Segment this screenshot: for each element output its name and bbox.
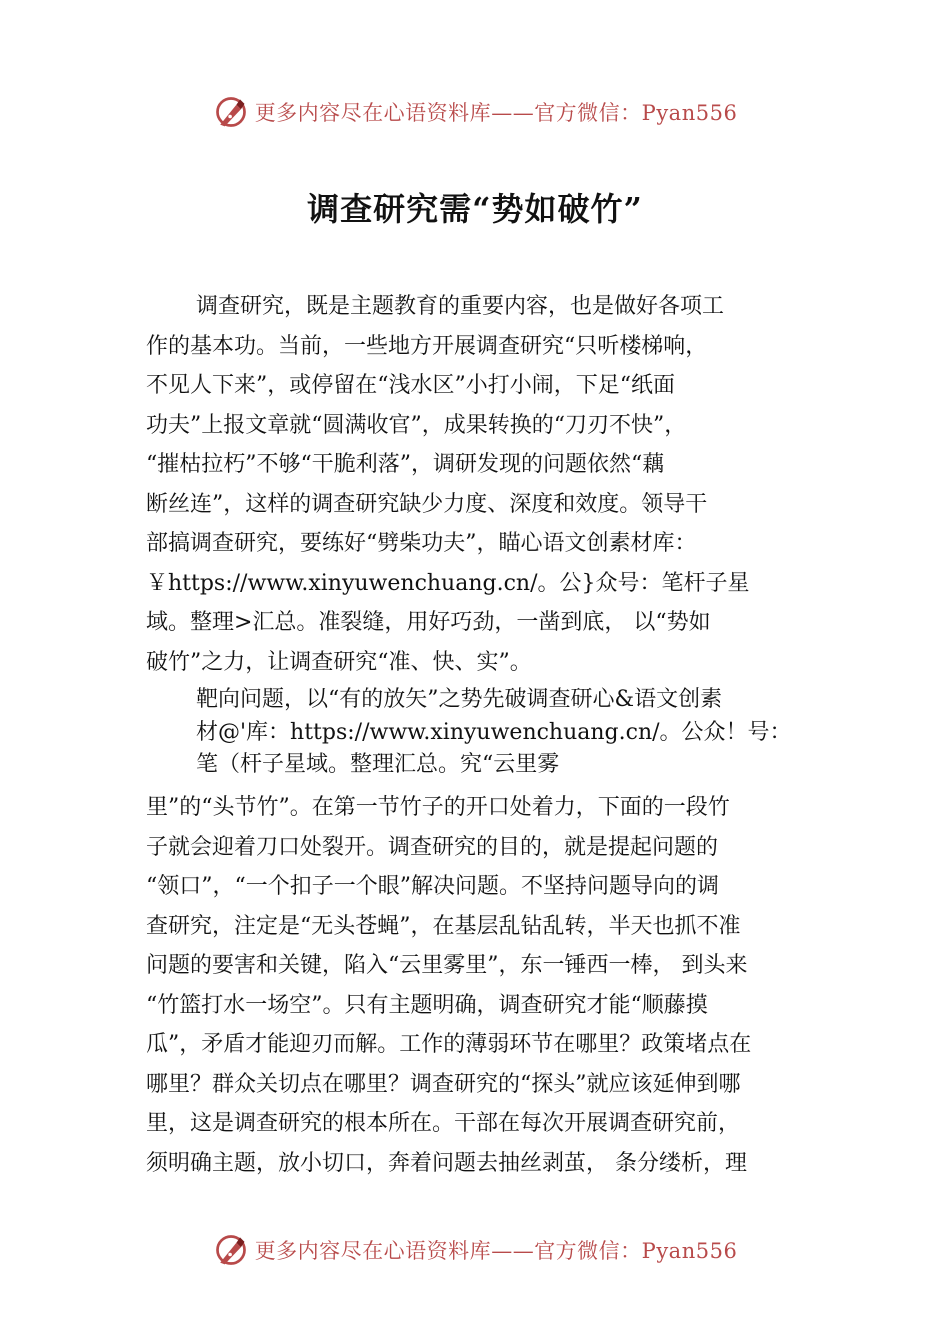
text-line: 问题的要害和关键，陷入“云里雾里”，东一锤西一棒， 到头来 [146, 953, 748, 978]
text-line: 断丝连”，这样的调查研究缺少力度、深度和效度。领导干 [146, 491, 708, 517]
text-line: “摧枯拉朽”不够“干脆利落”，调研发现的问题依然“藕 [146, 452, 665, 477]
pen-nib-logo-icon [213, 94, 249, 130]
text-line: 调查研究，既是主题教育的重要内容，也是做好各项工 [196, 294, 725, 319]
text-line: 材@'库：https://www.xinyuwenchuang.cn/。公众！号： [196, 719, 792, 745]
text-line: “竹篮打水一场空”。只有主题明确，调查研究才能“顺藤摸 [146, 992, 708, 1018]
text-line: 查研究，注定是“无头苍蝇”，在基层乱钻乱转，半天也抓不准 [146, 913, 741, 939]
paragraph-1 [146, 287, 826, 682]
text-line: 不见人下来”，或停留在“浅水区”小打小闹，下足“纸面 [146, 373, 675, 398]
text-line: 笔（杆子星域。整理汇总。究“云里雾 [196, 752, 560, 777]
text-line: 域。整理>汇总。准裂缝，用好巧劲，一凿到底， 以“势如 [146, 610, 711, 635]
text-line: 须明确主题，放小切口，奔着问题去抽丝剥茧， 条分缕析，理 [146, 1150, 747, 1176]
text-line: 功夫”上报文章就“圆满收官”，成果转换的“刀刃不快”， [146, 412, 687, 438]
text-line: 瓜”，矛盾才能迎刃而解。工作的薄弱环节在哪里？政策堵点在 [146, 1032, 752, 1057]
banner-dash: —— [491, 101, 535, 125]
banner-dash: —— [491, 1239, 535, 1263]
text-line: 作的基本功。当前，一些地方开展调查研究“只听楼梯响， [146, 333, 708, 359]
text-line: 里”的“头节竹”。在第一节竹子的开口处着力，下面的一段竹 [146, 795, 730, 820]
paragraph-3 [146, 788, 826, 1183]
text-line: 破竹”之力，让调查研究“准、快、实”。 [146, 649, 532, 675]
text-line: 哪里？群众关切点在哪里？调查研究的“探头”就应该延伸到哪 [146, 1071, 741, 1097]
pen-nib-logo-icon [213, 1232, 249, 1268]
text-line: ￥https://www.xinyuwenchuang.cn/。公}众号：笔杆子星 [146, 570, 750, 596]
text-line: 部搞调查研究，要练好“劈柴功夫”，瞄心语文创素材库： [146, 531, 697, 556]
banner-text: 更多内容尽在心语资料库 [254, 1239, 492, 1263]
text-line: 里，这是调查研究的根本所在。干部在每次开展调查研究前， [146, 1111, 741, 1136]
document-title: 调查研究需“势如破竹” [307, 190, 643, 228]
header-banner [0, 94, 950, 130]
banner-wechat: 官方微信：Pyan556 [534, 101, 738, 125]
footer-banner [0, 1232, 950, 1268]
text-line: “领口”，“一个扣子一个眼”解决问题。不坚持问题导向的调 [146, 874, 719, 899]
banner-text: 更多内容尽在心语资料库 [254, 101, 492, 125]
text-line: 靶向问题，以“有的放矢”之势先破调查研心&语文创素 [196, 687, 723, 712]
banner-wechat: 官方微信：Pyan556 [534, 1239, 738, 1263]
paragraph-2 [146, 684, 826, 782]
text-line: 子就会迎着刀口处裂开。调查研究的目的，就是提起问题的 [146, 834, 719, 860]
